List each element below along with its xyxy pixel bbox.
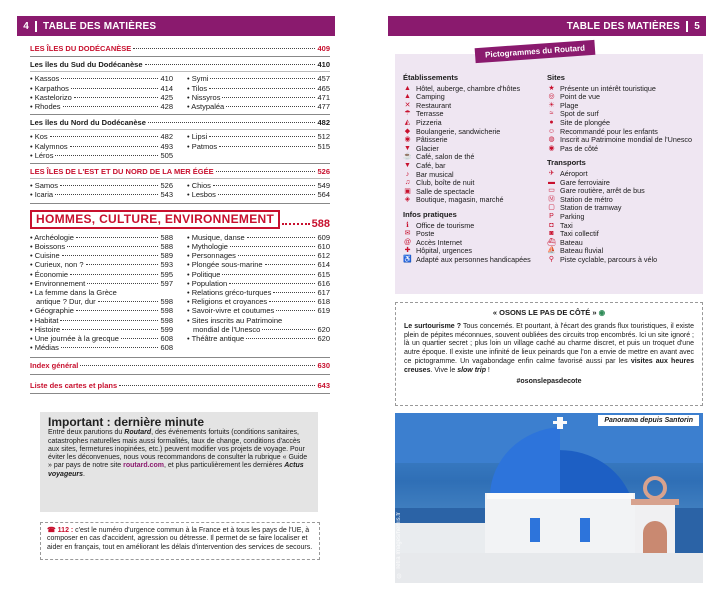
- toc-entry[interactable]: [187, 288, 330, 297]
- toc-page-number: 620: [317, 334, 330, 344]
- toc-entry-label: • Savoir-vivre et coutumes: [187, 306, 275, 316]
- page-header-left: [17, 16, 335, 36]
- pictogram-icon: ▲: [404, 93, 411, 101]
- toc-columns: [30, 74, 330, 111]
- legend-label: Gare routière, arrêt de bus: [560, 186, 645, 196]
- legend-label: Hôpital, urgences: [416, 246, 472, 256]
- toc-entry-label: • Politique: [187, 269, 221, 279]
- toc-page-number: 457: [317, 74, 330, 84]
- pictogram-icon: ⛵: [547, 247, 556, 255]
- toc-entry-label: • Rhodes: [30, 102, 61, 112]
- toc-entry-label: • Patmos: [187, 141, 218, 151]
- toc-section-title: HOMMES, CULTURE, ENVIRONNEMENT: [30, 210, 280, 229]
- toc-entry-label: • Musique, danse: [187, 232, 245, 242]
- toc-entry-label: • Astypaléa: [187, 102, 225, 112]
- toc-page-number: 616: [317, 278, 330, 288]
- pictogram-icon: ✉: [404, 230, 411, 238]
- toc-entry-label: • Relations gréco-turques: [187, 288, 272, 298]
- toc-columns: [30, 233, 330, 353]
- toc-entry-label: • Lipsi: [187, 132, 208, 142]
- pictogram-icon: ✕: [404, 101, 411, 109]
- toc-entry-label: • Tilos: [187, 83, 208, 93]
- toc-entry[interactable]: [30, 288, 173, 297]
- toc-page-number: 409: [317, 44, 330, 53]
- legend-heading: Transports: [547, 158, 586, 168]
- legend-label: Bar musical: [416, 169, 454, 179]
- toc-entry[interactable]: [30, 74, 173, 83]
- page-header-title: TABLE DES MATIÈRES: [35, 21, 162, 32]
- important-title: Important : dernière minute: [48, 415, 205, 429]
- pictogram-icon: ☺: [547, 127, 556, 135]
- legend-label: Boulangerie, sandwicherie: [416, 126, 501, 136]
- toc-page-number: 477: [317, 102, 330, 112]
- toc-entry[interactable]: [187, 142, 330, 151]
- toc-entry-label: • Économie: [30, 269, 69, 279]
- legend-item: [547, 145, 697, 154]
- toc-subsection-nord[interactable]: [30, 118, 330, 127]
- pictogram-icon: P: [549, 212, 554, 220]
- legend-label: Plage: [560, 100, 579, 110]
- toc-page-number: 588: [160, 232, 173, 242]
- legend-label: Spot de surf: [560, 109, 599, 119]
- toc-page-number: 615: [317, 269, 330, 279]
- toc-entry-label: • Curieux, non ?: [30, 260, 84, 270]
- pictogram-icon: ⛴: [547, 238, 556, 246]
- toc-page-number: 428: [160, 102, 173, 112]
- pictogram-icon: ▼: [404, 144, 411, 152]
- toc-entry[interactable]: [187, 316, 330, 325]
- legend-heading: Établissements: [403, 73, 459, 82]
- toc-page-number: 588: [311, 217, 330, 230]
- toc-entry[interactable]: [187, 102, 330, 111]
- toc-entry-label: • Religions et croyances: [187, 297, 268, 307]
- pictogram-icon: ♿: [403, 255, 412, 263]
- toc-page-number: 595: [160, 269, 173, 279]
- toc-page-number: 598: [160, 315, 173, 325]
- toc-page-number: 593: [160, 260, 173, 270]
- toc-entry-label: • Archéologie: [30, 232, 74, 242]
- legend-label: Pizzeria: [416, 117, 442, 127]
- toc-section-est[interactable]: [30, 167, 330, 176]
- legend-label: Taxi: [560, 220, 573, 230]
- emergency-notice: [40, 522, 320, 560]
- legend-label: Station de tramway: [560, 203, 622, 213]
- toc-page-number: 549: [317, 181, 330, 191]
- toc-entry-label: • Symi: [187, 74, 209, 84]
- toc-page-number: 608: [160, 343, 173, 353]
- toc-entry[interactable]: [187, 270, 330, 279]
- toc-entry[interactable]: [187, 260, 330, 269]
- toc-page-number: 630: [317, 361, 330, 371]
- page-number: 4: [23, 20, 29, 32]
- pictogram-icon: ▭: [548, 187, 555, 195]
- toc-page-number: 610: [317, 242, 330, 252]
- church-illustration: [395, 413, 703, 583]
- toc-page-number: 617: [317, 288, 330, 298]
- legend-label: Poste: [416, 229, 435, 239]
- toc-entry-label: • Histoire: [30, 324, 61, 334]
- toc-page-number: 505: [160, 150, 173, 160]
- toc-entry[interactable]: [30, 93, 173, 102]
- legend-item: [403, 256, 548, 265]
- toc-section-title: LES ÎLES DE L'EST ET DU NORD DE LA MER ÉGÉE: [30, 167, 214, 177]
- toc-entry[interactable]: [187, 84, 330, 93]
- toc-entry[interactable]: [30, 142, 173, 151]
- toc-section-title: Liste des cartes et plans: [30, 380, 118, 390]
- toc-entry[interactable]: [30, 343, 173, 352]
- toc-entry-label: mondial de l'Unesco: [193, 324, 261, 334]
- legend-label: Taxi collectif: [560, 229, 599, 239]
- toc-entry-label: • Habitat: [30, 315, 59, 325]
- toc-page-number: 598: [160, 306, 173, 316]
- toc-entry[interactable]: [30, 84, 173, 93]
- pictogram-icon: ▢: [548, 204, 555, 212]
- toc-page-number: 597: [160, 278, 173, 288]
- page-header-right: [388, 16, 706, 36]
- toc-subsection-sud[interactable]: [30, 60, 330, 69]
- pictogram-icon: ≈: [549, 110, 554, 118]
- legend-label: Restaurant: [416, 100, 452, 110]
- toc-page-number: 493: [160, 141, 173, 151]
- pictogram-icon: ★: [548, 84, 555, 92]
- important-text: Entre deux parutions du Routard, des événements fortuits (conditions sanitaires, catastrophes naturelles mais aussi formalités, taux de change, conditions d'accès aux sites, fermetures inopinées, etc.) peuvent modifier vos projets de voyage. Pour éviter les déconvenues, nous vous recommandons de consulter la rubrique « Guide » par pays de notre site routard.com, et plus particulièrement les dernières Actus voyageurs.: [48, 429, 308, 478]
- toc-page-number: 543: [160, 190, 173, 200]
- legend-label: Club, boîte de nuit: [416, 178, 475, 188]
- pictogram-icon: ◈: [404, 196, 411, 204]
- legend-label: Hôtel, auberge, chambre d'hôtes: [416, 83, 521, 93]
- toc-entry[interactable]: [30, 279, 173, 288]
- legend-label: Piste cyclable, parcours à vélo: [560, 254, 658, 264]
- emergency-text: c'est le numéro d'urgence commun à la France et à tous les pays de l'UE, à composer en cas d'accident, agression ou détresse. Il permet de se faire localiser et aider en français, tout en améliorant les délais d'intervention des services de secours.: [47, 527, 313, 551]
- toc-entry[interactable]: [30, 132, 173, 141]
- toc-entry[interactable]: [30, 334, 173, 343]
- toc-page-number: 414: [160, 83, 173, 93]
- toc-page-number: 598: [160, 297, 173, 307]
- legend-label: Bateau: [560, 237, 583, 247]
- pictogram-icon: ✈: [548, 169, 555, 177]
- toc-page-number: 526: [160, 181, 173, 191]
- toc-entry[interactable]: [187, 181, 330, 190]
- pictogram-icon: ♪: [405, 170, 410, 178]
- toc-entry-label: • Géographie: [30, 306, 74, 316]
- osons-box: [395, 302, 703, 406]
- photo-caption: Panorama depuis Santorin: [598, 415, 699, 426]
- toc-entry[interactable]: [30, 151, 173, 160]
- toc-page-number: 482: [160, 132, 173, 142]
- legend-label: Café, bar: [416, 160, 446, 170]
- legend-label: Glacier: [416, 143, 439, 153]
- legend-label: Inscrit au Patrimoine mondial de l'Unesco: [560, 135, 693, 145]
- pictogram-icon: ▲: [404, 84, 411, 92]
- toc-entry[interactable]: [30, 325, 173, 334]
- toc-page-number: 620: [317, 324, 330, 334]
- toc-entry-label: • Boissons: [30, 242, 66, 252]
- pictogram-icon: ▬: [548, 178, 555, 186]
- toc-entry[interactable]: [187, 334, 330, 343]
- toc-entry[interactable]: [187, 242, 330, 251]
- toc-page-number: 643: [317, 380, 330, 390]
- toc-entry-label: • Lesbos: [187, 190, 216, 200]
- pictogram-icon: ◉: [548, 144, 555, 152]
- toc-entry[interactable]: [187, 190, 330, 199]
- toc-page-number: 608: [160, 334, 173, 344]
- toc-entry-label: • Médias: [30, 343, 59, 353]
- legend-label: Pâtisserie: [416, 135, 448, 145]
- toc-page-number: 465: [317, 83, 330, 93]
- toc-entry[interactable]: [30, 251, 173, 260]
- table-of-contents: [30, 44, 330, 397]
- toc-entry[interactable]: [30, 270, 173, 279]
- legend-label: Café, salon de thé: [416, 152, 475, 162]
- legend-label: Accès Internet: [416, 237, 462, 247]
- toc-entry-label: • Mythologie: [187, 242, 228, 252]
- toc-entry-label: • Karpathos: [30, 83, 69, 93]
- pictogram-icon: ℹ: [406, 221, 409, 229]
- toc-index[interactable]: [30, 361, 330, 370]
- pictogram-icon: ⚲: [548, 255, 555, 263]
- pictogram-icon: ◉: [404, 136, 411, 144]
- legend-label: Salle de spectacle: [416, 186, 475, 196]
- toc-page-number: 425: [160, 92, 173, 102]
- toc-page-number: 619: [317, 306, 330, 316]
- toc-entry[interactable]: [187, 93, 330, 102]
- toc-columns: [30, 132, 330, 160]
- pictogram-icon: ☀: [548, 101, 555, 109]
- legend-item: [403, 196, 548, 205]
- pictogram-icon: ◆: [404, 127, 411, 135]
- pictogram-icon: ●: [549, 118, 554, 126]
- osons-text: Le surtourisme ? Tous concernés. Et pourtant, à l'écart des grands flux touristiques, il existe plein de pépites méconnues, souvent oubliées des circuits trop encombrés. Ici un site ignoré ; là un quartier secret ; plus loin un village caché au charme discret, et puis un troquet d'une autre époque. Il existe une infinité de lieux peinards que l'on a envie de mettre en avant avec ce pictogramme. Un vagabondage enfin calme favorisé aussi par les visites aux heures creuses. Vive le slow trip !: [404, 322, 694, 374]
- toc-subsection-title: Les îles du Sud du Dodécanèse: [30, 60, 143, 70]
- toc-section-dodecanese[interactable]: [30, 44, 330, 53]
- toc-subsection-title: Les îles du Nord du Dodécanèse: [30, 118, 146, 128]
- toc-entry[interactable]: [187, 306, 330, 315]
- important-notice: [40, 412, 318, 512]
- toc-entry-label: antique ? Dur, dur: [36, 297, 96, 307]
- toc-page-number: 614: [317, 260, 330, 270]
- pictogram-icon: ◎: [548, 93, 555, 101]
- toc-entry-label: • La femme dans la Grèce: [30, 288, 117, 298]
- toc-page-number: 588: [160, 242, 173, 252]
- legend-label: Pas de côté: [560, 143, 598, 153]
- toc-page-number: 609: [317, 232, 330, 242]
- toc-entry-label: • Une journée à la grecque: [30, 334, 119, 344]
- toc-page-number: 599: [160, 324, 173, 334]
- pictogram-icon: ◍: [548, 136, 555, 144]
- legend-label: Office de tourisme: [416, 220, 475, 230]
- toc-entry-label: • Kastelorizo: [30, 92, 72, 102]
- toc-entry[interactable]: [30, 102, 173, 111]
- toc-section-hommes[interactable]: [30, 210, 330, 229]
- page-header-title: TABLE DES MATIÈRES: [561, 21, 688, 32]
- pictograms-legend: [395, 43, 703, 294]
- legend-label: Présente un intérêt touristique: [560, 83, 656, 93]
- toc-entry-label: • Nissyros: [187, 92, 221, 102]
- toc-entry[interactable]: [187, 279, 330, 288]
- toc-entry[interactable]: [187, 297, 330, 306]
- toc-cartes[interactable]: [30, 381, 330, 390]
- toc-section-title: Index général: [30, 361, 79, 371]
- legend-item: [547, 256, 697, 265]
- toc-page-number: 618: [317, 297, 330, 307]
- page-number: 5: [694, 20, 700, 32]
- legend-label: Gare ferroviaire: [560, 177, 610, 187]
- toc-entry-label: • Sites inscrits au Patrimoine: [187, 315, 283, 325]
- toc-page-number: 482: [317, 118, 330, 128]
- toc-entry-label: • Kalymnos: [30, 141, 68, 151]
- pictogram-icon: ▼: [404, 161, 411, 169]
- toc-page-number: 515: [317, 141, 330, 151]
- toc-entry-label: • Cuisine: [30, 251, 60, 261]
- toc-entry[interactable]: [30, 242, 173, 251]
- santorini-photo: [395, 413, 703, 583]
- toc-page-number: 526: [317, 167, 330, 177]
- pictogram-icon: @: [403, 238, 412, 246]
- osons-hashtag: #osonslepasdecote: [516, 377, 582, 385]
- toc-entry-label: • Population: [187, 278, 228, 288]
- toc-entry-label: • Léros: [30, 150, 54, 160]
- toc-columns: [30, 181, 330, 199]
- toc-page-number: 564: [317, 190, 330, 200]
- emergency-number: ☎ 112 :: [47, 527, 74, 534]
- toc-entry-label: • Chios: [187, 181, 211, 191]
- toc-entry[interactable]: [187, 74, 330, 83]
- legend-label: Adapté aux personnes handicapées: [416, 254, 531, 264]
- legend-label: Site de plongée: [560, 117, 610, 127]
- photo-credit: © Tetra Images/hemis.fr: [396, 511, 402, 577]
- legend-label: Boutique, magasin, marché: [416, 195, 504, 205]
- toc-entry-label: • Environnement: [30, 278, 86, 288]
- toc-entry[interactable]: [30, 297, 173, 306]
- website-link[interactable]: routard.com: [123, 462, 164, 470]
- toc-entry-label: • Icaria: [30, 190, 54, 200]
- toc-entry-label: • Théâtre antique: [187, 334, 245, 344]
- toc-entry[interactable]: [30, 316, 173, 325]
- legend-label: Terrasse: [416, 109, 444, 119]
- toc-entry[interactable]: [187, 251, 330, 260]
- toc-entry-label: • Personnages: [187, 251, 236, 261]
- osons-heading: « OSONS LE PAS DE CÔTÉ » ◉: [492, 308, 606, 317]
- legend-label: Point de vue: [560, 92, 600, 102]
- legend-label: Bateau fluvial: [560, 246, 604, 256]
- toc-entry[interactable]: [30, 181, 173, 190]
- pictogram-icon: ☕: [403, 153, 412, 161]
- pictogram-icon: ◘: [549, 221, 554, 229]
- toc-entry-label: • Kos: [30, 132, 48, 142]
- leaf-icon: ◉: [598, 308, 606, 317]
- legend-label: Recommandé pour les enfants: [560, 126, 658, 136]
- toc-entry-label: • Samos: [30, 181, 59, 191]
- pictogram-icon: ◙: [549, 230, 554, 238]
- legend-label: Station de métro: [560, 194, 613, 204]
- pictogram-icon: Ⓜ: [548, 195, 555, 203]
- pictogram-icon: ☂: [404, 110, 411, 118]
- pictograms-tag: Pictogrammes du Routard: [475, 40, 596, 63]
- pictogram-icon: ✚: [404, 247, 411, 255]
- toc-page-number: 612: [317, 251, 330, 261]
- toc-page-number: 471: [317, 92, 330, 102]
- toc-section-title: LES ÎLES DU DODÉCANÈSE: [30, 44, 132, 53]
- toc-page-number: 410: [317, 60, 330, 70]
- toc-page-number: 589: [160, 251, 173, 261]
- pictogram-icon: ▣: [404, 187, 411, 195]
- toc-entry[interactable]: [30, 233, 173, 242]
- legend-label: Aéroport: [560, 168, 588, 178]
- pictogram-icon: ♫: [404, 179, 411, 187]
- legend-heading: Infos pratiques: [403, 209, 457, 219]
- legend-label: Camping: [416, 92, 445, 102]
- toc-entry[interactable]: [187, 325, 330, 334]
- toc-entry[interactable]: [30, 260, 173, 269]
- toc-entry[interactable]: [187, 132, 330, 141]
- toc-page-number: 512: [317, 132, 330, 142]
- toc-entry[interactable]: [187, 233, 330, 242]
- toc-entry-label: • Kassos: [30, 74, 60, 84]
- toc-entry-label: • Plongée sous-marine: [187, 260, 263, 270]
- toc-entry[interactable]: [30, 190, 173, 199]
- pictogram-icon: ◭: [404, 118, 411, 126]
- toc-page-number: 410: [160, 74, 173, 84]
- toc-entry[interactable]: [30, 306, 173, 315]
- legend-heading: Sites: [547, 73, 565, 82]
- legend-label: Parking: [560, 211, 585, 221]
